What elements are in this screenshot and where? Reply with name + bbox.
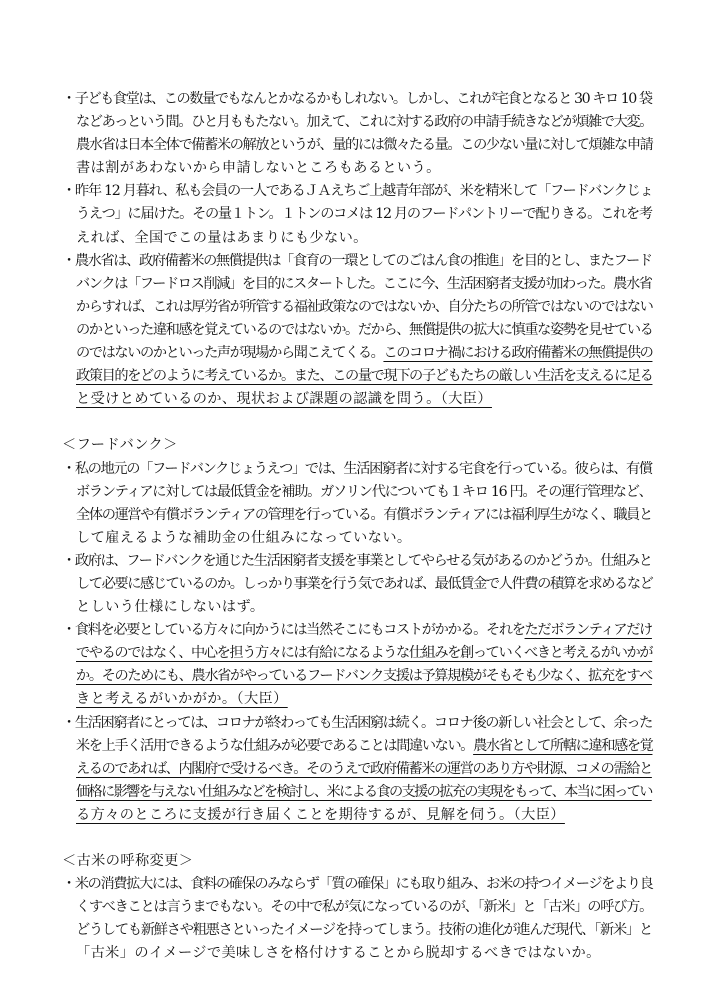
paragraph-food-bank-joetsu (62, 458, 652, 550)
document-body (62, 88, 652, 966)
text-line: からすれば、これは厚労省が所管する福祉政策なのではないか、自分たちの所管ではないのではない (76, 298, 653, 315)
text-line: か。そのためにも、農水省がやっているフードバンク支援は予算規模がそもそも少なく、拡充をすべ (76, 668, 652, 685)
text-line: ボランティアに対しては最低賃金を補助。ガソリン代についても１キロ 16 円。その運行管理など、 (76, 483, 652, 500)
text-line: ・米の消費拡大には、食料の確保のみならず「質の確保」にも取り組み、お米の持つイメージをより良 (62, 876, 653, 893)
text-line: きと考えるがいかがか。（大臣） (76, 691, 288, 708)
paragraph-cost-volunteer (62, 619, 652, 711)
text-line: ・昨年 12 月暮れ、私も会員の一人であるＪＡえちご上越青年部が、米を精米して「フードバンクじょ (62, 183, 653, 200)
text-line: して必要に感じているのか。しっかり事業を行う気であれば、最低賃金で人件費の積算を求めるなど (76, 575, 653, 592)
text-line: のかといった違和感を覚えているのではないか。だから、無償提供の拡大に慎重な姿勢を見せている (76, 321, 653, 338)
text-line: 書は割があわないから申請しないところもあるという。 (76, 160, 441, 177)
text-line: ・子ども食堂は、この数量でもなんとかなるかもしれない。しかし、これが宅食となると 30 キロ 10 袋 (62, 91, 652, 107)
section-heading: ＜古米の呼称変更＞ (62, 853, 194, 870)
text-line: ・政府は、フードバンクを通じた生活困窮者支援を事業としてやらせる気があるのかどうか。仕組みと (62, 552, 652, 569)
paragraph-post-corona (62, 712, 652, 827)
text-line: して雇えるような補助金の仕組みになっていない。 (76, 529, 412, 546)
spacer (62, 827, 652, 850)
text-line: としいう仕様にしないはず。 (76, 599, 265, 616)
section-heading: ＜フードバンク＞ (62, 437, 178, 454)
text-line: ・生活困窮者にとっては、コロナが終わっても生活困窮は続く。コロナ後の新しい社会として、余った (62, 714, 653, 731)
section-food-bank (62, 434, 652, 827)
text-line: 「古米」のイメージで美味しさを格付けすることから脱却するべきではないか。 (76, 945, 601, 962)
section-komai-naming (62, 850, 652, 965)
paragraph-kodomo-shokudo (62, 88, 652, 180)
text-line: 農水省は日本全体で備蓄米の解放というが、量的には微々たる量。この少ない量に対して煩雑な申請 (76, 137, 653, 154)
text-line: 米を上手く活用できるような仕組みが必要であることは間違いない。農水省として所轄に違和感を覚 (76, 737, 653, 754)
text-line: でやるのではなく、中心を担う方々には有給になるような仕組みを創っていくべきと考えるがいかが (76, 645, 653, 662)
section-intro (62, 88, 652, 411)
text-line: どうしても新鮮さや粗悪さといったイメージを持ってしまう。技術の進化が進んだ現代、「新米」と (76, 922, 652, 939)
text-line: くすべきことは言うまでもない。その中で私が気になっているのが、「新米」と「古米」の呼び方。 (76, 899, 653, 916)
paragraph-nosuisho-bichikumai (62, 250, 652, 412)
text-line: うえつ」に届けた。その量１トン。１トンのコメは 12 月のフードパントリーで配りきる。これを考 (76, 206, 652, 223)
paragraph-ja-echigo (62, 180, 652, 249)
text-line: 価格に影響を与えない仕組みなどを検討し、米による食の支援の拡充の実現をもって、本当に困ってい (76, 783, 652, 800)
text-line: 政策目的をどのように考えているか。また、この量で現下の子どもたちの厳しい生活を支えるに足る (76, 368, 653, 385)
text-line: バンクは「フードロス削減」を目的にスタートした。ここに今、生活困窮者支援が加わった。農水省 (76, 275, 652, 292)
text-line: えるのであれば、内閣府で受けるべき。そのうえで政府備蓄米の運営のあり方や財源、コメの需給と (76, 760, 652, 777)
text-line: えれば、全国でこの量はあまりにも少ない。 (76, 229, 368, 246)
text-line: る方々のところに支援が行き届くことを期待するが、見解を伺う。（大臣） (76, 806, 565, 823)
text-line: 全体の運営や有償ボランティアの管理を行っている。有償ボランティアには福利厚生がなく、職員と (76, 506, 652, 523)
text-line: ・私の地元の「フードバンクじょうえつ」では、生活困窮者に対する宅食を行っている。彼らは、有償 (62, 460, 652, 477)
text-line: ・食料を必要としている方々に向かうには当然そこにもコストがかかる。それをただボランティアだけ (62, 622, 652, 639)
spacer (62, 411, 652, 434)
paragraph-government-intent (62, 550, 652, 619)
text-line: ・農水省は、政府備蓄米の無償提供は「食育の一環としてのごはん食の推進」を目的とし、またフード (62, 252, 652, 269)
paragraph-rice-image (62, 873, 652, 965)
text-line: のではないのかといった声が現場から聞こえてくる。このコロナ禍における政府備蓄米の無償提供の (76, 345, 653, 362)
text-line: などあっという間。ひと月ももたない。加えて、これに対する政府の申請手続きなどが煩雑で大変。 (76, 114, 653, 131)
text-line: と受けとめているのか、現状および課題の認識を問う。（大臣） (76, 391, 492, 408)
